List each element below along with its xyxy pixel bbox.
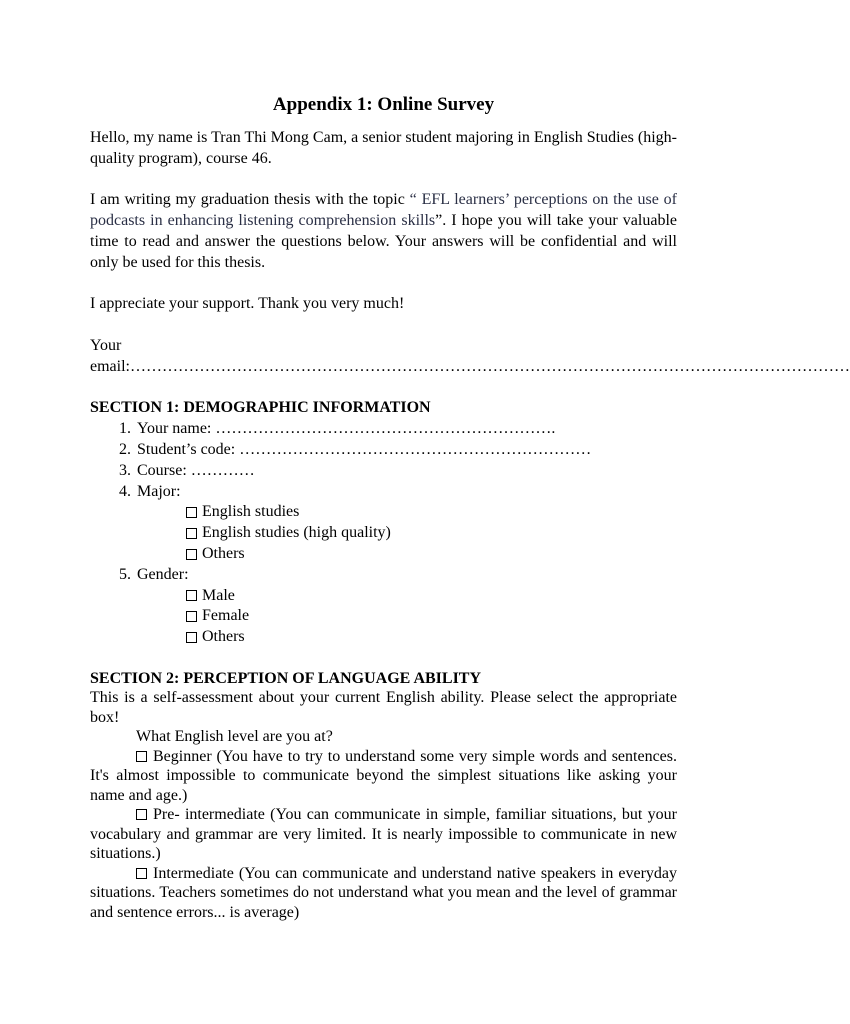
student-code-field[interactable]: 2. Student’s code: ………………………………………………………… <box>135 440 677 461</box>
major-option-others[interactable]: Others <box>184 544 677 565</box>
thesis-topic: “ EFL learners’ perceptions on the use of podcasts in enhancing listening comprehension skills <box>90 191 678 230</box>
gender-options <box>137 586 677 648</box>
intro-text-before: I am writing my graduation thesis with the topic <box>90 191 410 209</box>
intro-paragraph-1: Hello, my name is Tran Thi Mong Cam, a senior student majoring in English Studies (high-quality program), course 46. <box>90 129 677 167</box>
gender-question <box>135 565 677 648</box>
level-option-pre-intermediate[interactable]: Pre- intermediate (You can communicate in simple, familiar situations, but your vocabulary and grammar are very limited. It is nearly impossible to communicate in new situations.) <box>90 806 677 863</box>
gender-option-male[interactable]: Male <box>184 586 677 607</box>
section-2-title: SECTION 2: PERCEPTION OF LANGUAGE ABILITY <box>90 669 482 687</box>
major-option-high-quality[interactable]: English studies (high quality) <box>184 523 677 544</box>
checkbox-icon[interactable] <box>136 751 147 762</box>
checkbox-icon[interactable] <box>186 632 197 643</box>
checkbox-icon[interactable] <box>136 809 147 820</box>
section-2 <box>90 669 677 923</box>
checkbox-icon[interactable] <box>136 868 147 879</box>
checkbox-icon[interactable] <box>186 507 197 518</box>
major-options <box>137 502 677 564</box>
intro-text-after: ”. I hope you will take your valuable time to read and answer the questions below. Your answers will be confidential and will only be used for this thesis. <box>90 212 677 271</box>
email-field[interactable]: Your email:……………………………………………………………………………………………………………………… <box>90 336 850 375</box>
major-option-english-studies[interactable]: English studies <box>184 502 677 523</box>
checkbox-icon[interactable] <box>186 528 197 539</box>
section-2-intro: This is a self-assessment about your current English ability. Please select the appropriate box! <box>90 689 677 726</box>
course-field[interactable]: 3. Course: ………… <box>135 461 677 482</box>
demographic-list <box>90 419 677 648</box>
page-title: Appendix 1: Online Survey <box>272 94 495 115</box>
checkbox-icon[interactable] <box>186 590 197 601</box>
level-option-intermediate[interactable]: Intermediate (You can communicate and understand native speakers in everyday situations. Teachers sometimes do not understand what you mean and the level of grammar and sentence errors... is average) <box>90 864 677 921</box>
major-label: Major: <box>137 482 181 500</box>
intro-paragraph-3: I appreciate your support. Thank you very much! <box>90 295 405 313</box>
intro-paragraph-2 <box>90 190 677 273</box>
name-field[interactable]: 1. Your name: ………………………………………………………. <box>135 419 677 440</box>
checkbox-icon[interactable] <box>186 549 197 560</box>
gender-label: Gender: <box>137 565 189 583</box>
gender-option-others[interactable]: Others <box>184 627 677 648</box>
section-1-title: SECTION 1: DEMOGRAPHIC INFORMATION <box>90 399 431 417</box>
level-question: What English level are you at? <box>136 728 333 746</box>
document-content <box>90 94 850 922</box>
gender-option-female[interactable]: Female <box>184 606 677 627</box>
major-question <box>135 482 677 565</box>
level-option-beginner[interactable]: Beginner (You have to try to understand some very simple words and sentences. It's almost impossible to communicate beyond the simplest situations like asking your name and age.) <box>90 747 677 804</box>
checkbox-icon[interactable] <box>186 611 197 622</box>
